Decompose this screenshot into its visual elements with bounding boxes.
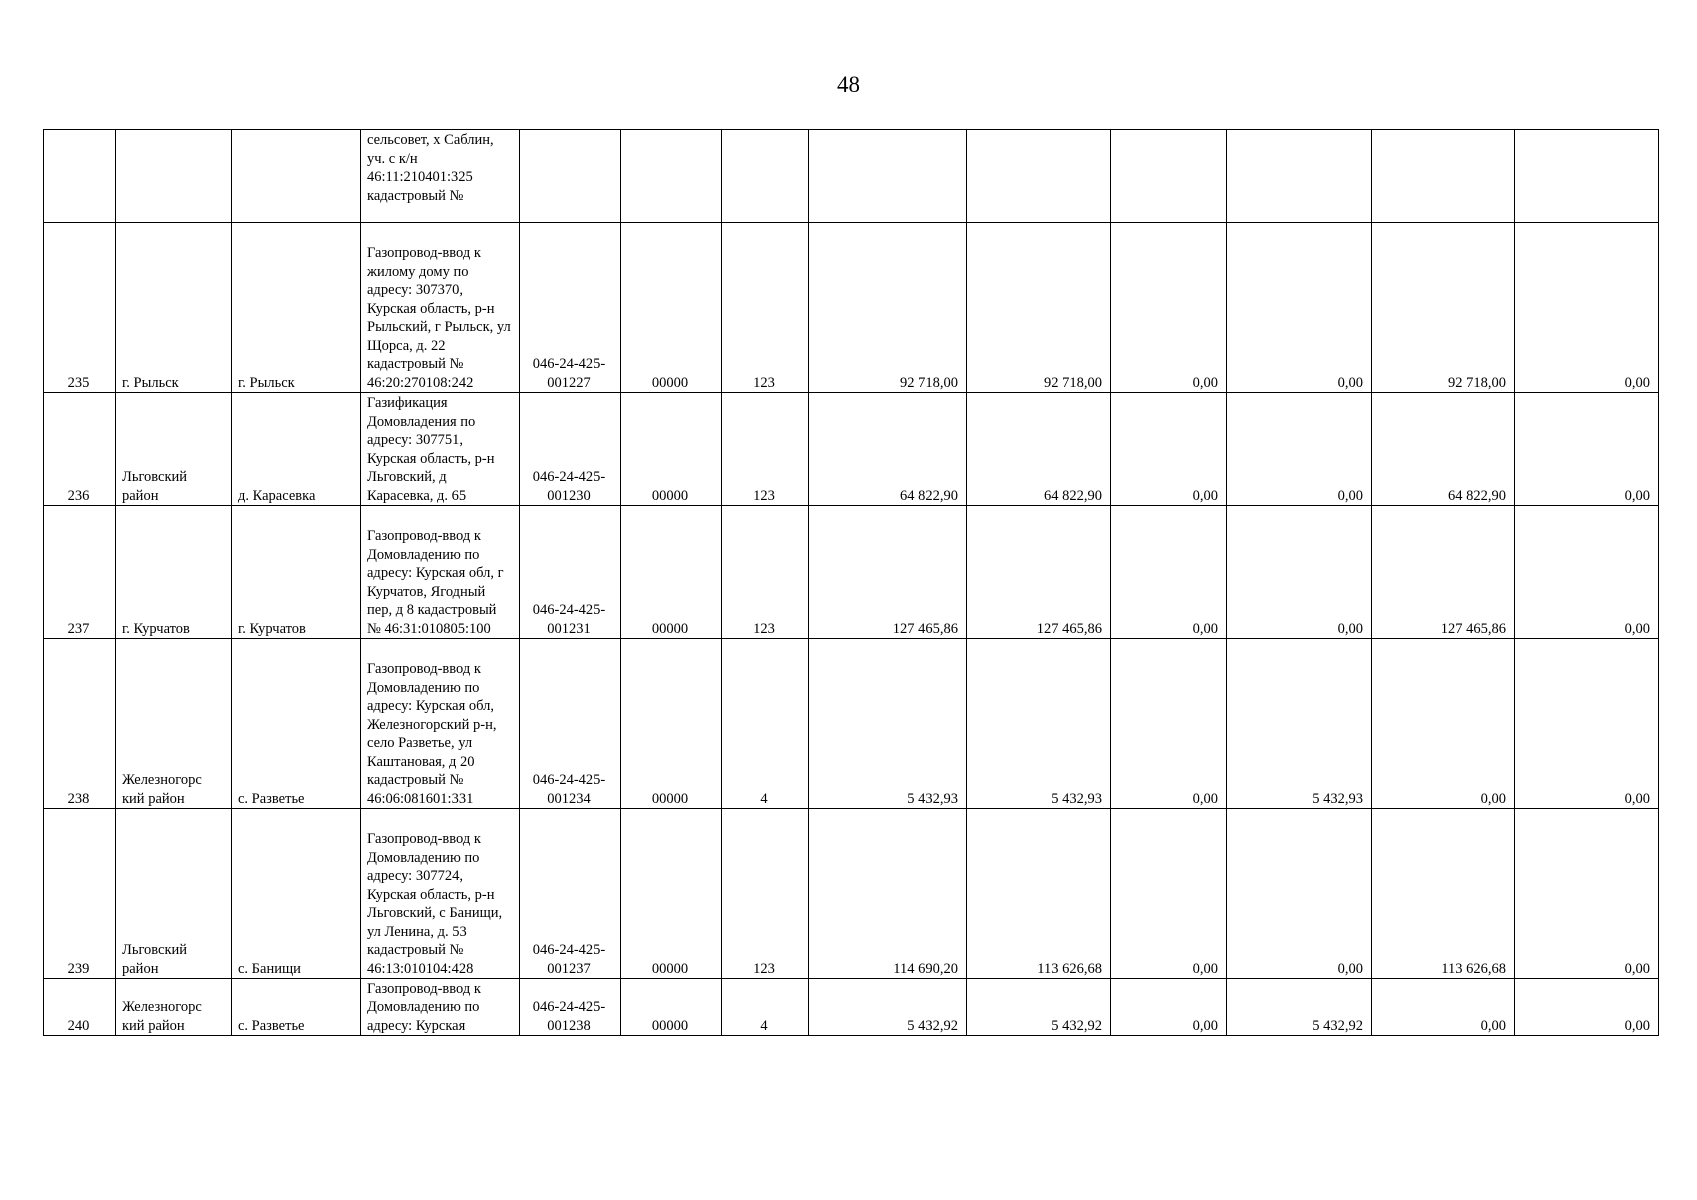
amount-col-4-cell: 0,00 [1227,393,1372,506]
row-number: 236 [44,393,116,506]
amount-col-6-cell: 0,00 [1515,809,1659,979]
amount-col-3-cell [1111,130,1227,223]
kbk-code-cell: 00000 [621,639,722,809]
amount-col-6-cell: 0,00 [1515,979,1659,1036]
table-row [44,223,1659,393]
amount-col-4-cell: 5 432,93 [1227,639,1372,809]
kbk-code-cell [621,130,722,223]
table-body [44,130,1659,1036]
page-number: 48 [837,72,860,97]
district-cell [116,130,232,223]
object-description-cell: Газопровод-ввод к жилому дому по адресу: 307370, Курская область, р-н Рыльский, г Рыльск, ул Щорса, д. 22 кадастровый № 46:20:270108:242 [361,223,520,393]
balance-value-cell: 113 626,68 [967,809,1111,979]
object-description-cell: сельсовет, х Саблин, уч. с к/н 46:11:210401:325 кадастровый № [361,130,520,223]
kind-code-cell: 123 [722,223,809,393]
district-cell: Льговский район [116,393,232,506]
register-code-cell: 046-24-425-001231 [520,506,621,639]
kind-code-cell: 4 [722,979,809,1036]
kind-code-cell: 123 [722,809,809,979]
object-description-cell: Газификация Домовладения по адресу: 307751, Курская область, р-н Льговский, д Карасевка, д. 65 [361,393,520,506]
object-description-cell: Газопровод-ввод к Домовладению по адресу: Курская [361,979,520,1036]
amount-col-4-cell [1227,130,1372,223]
row-number: 237 [44,506,116,639]
row-number: 240 [44,979,116,1036]
kind-code-cell: 4 [722,639,809,809]
register-code-cell: 046-24-425-001237 [520,809,621,979]
balance-value-cell [967,130,1111,223]
initial-value-cell: 64 822,90 [809,393,967,506]
row-number [44,130,116,223]
amount-col-5-cell: 113 626,68 [1372,809,1515,979]
register-table [43,129,1659,1036]
kind-code-cell [722,130,809,223]
kbk-code-cell: 00000 [621,393,722,506]
locality-cell: с. Банищи [232,809,361,979]
object-description-cell: Газопровод-ввод к Домовладению по адресу: Курская обл, г Курчатов, Ягодный пер, д 8 кадастровый № 46:31:010805:100 [361,506,520,639]
locality-cell: с. Разветье [232,639,361,809]
locality-cell: г. Рыльск [232,223,361,393]
amount-col-4-cell: 0,00 [1227,506,1372,639]
kind-code-cell: 123 [722,506,809,639]
district-cell: г. Курчатов [116,506,232,639]
register-code-cell: 046-24-425-001234 [520,639,621,809]
district-cell: Железногорс кий район [116,639,232,809]
table-row [44,639,1659,809]
object-description-cell: Газопровод-ввод к Домовладению по адресу: Курская обл, Железногорский р-н, село Разветье, ул Каштановая, д 20 кадастровый № 46:06:081601:331 [361,639,520,809]
amount-col-3-cell: 0,00 [1111,393,1227,506]
register-code-cell: 046-24-425-001238 [520,979,621,1036]
balance-value-cell: 127 465,86 [967,506,1111,639]
balance-value-cell: 92 718,00 [967,223,1111,393]
amount-col-3-cell: 0,00 [1111,979,1227,1036]
amount-col-3-cell: 0,00 [1111,639,1227,809]
table-row [44,809,1659,979]
register-code-cell: 046-24-425-001227 [520,223,621,393]
table-row [44,506,1659,639]
district-cell: г. Рыльск [116,223,232,393]
amount-col-5-cell: 92 718,00 [1372,223,1515,393]
row-number: 238 [44,639,116,809]
amount-col-6-cell: 0,00 [1515,393,1659,506]
table-row [44,130,1659,223]
initial-value-cell [809,130,967,223]
amount-col-6-cell: 0,00 [1515,506,1659,639]
locality-cell: г. Курчатов [232,506,361,639]
locality-cell: с. Разветье [232,979,361,1036]
amount-col-6-cell: 0,00 [1515,639,1659,809]
initial-value-cell: 114 690,20 [809,809,967,979]
amount-col-5-cell: 0,00 [1372,979,1515,1036]
amount-col-5-cell: 0,00 [1372,639,1515,809]
kind-code-cell: 123 [722,393,809,506]
district-cell: Льговский район [116,809,232,979]
amount-col-4-cell: 0,00 [1227,809,1372,979]
kbk-code-cell: 00000 [621,809,722,979]
amount-col-4-cell: 0,00 [1227,223,1372,393]
locality-cell [232,130,361,223]
kbk-code-cell: 00000 [621,979,722,1036]
balance-value-cell: 5 432,93 [967,639,1111,809]
locality-cell: д. Карасевка [232,393,361,506]
table-row [44,393,1659,506]
initial-value-cell: 5 432,93 [809,639,967,809]
table-row [44,979,1659,1036]
amount-col-5-cell: 64 822,90 [1372,393,1515,506]
kbk-code-cell: 00000 [621,506,722,639]
object-description-cell: Газопровод-ввод к Домовладению по адресу: 307724, Курская область, р-н Льговский, с Банищи, ул Ленина, д. 53 кадастровый № 46:13:010104:428 [361,809,520,979]
amount-col-6-cell [1515,130,1659,223]
initial-value-cell: 92 718,00 [809,223,967,393]
district-cell: Железногорс кий район [116,979,232,1036]
amount-col-3-cell: 0,00 [1111,506,1227,639]
register-code-cell [520,130,621,223]
row-number: 239 [44,809,116,979]
amount-col-3-cell: 0,00 [1111,223,1227,393]
balance-value-cell: 64 822,90 [967,393,1111,506]
amount-col-4-cell: 5 432,92 [1227,979,1372,1036]
row-number: 235 [44,223,116,393]
amount-col-6-cell: 0,00 [1515,223,1659,393]
amount-col-5-cell: 127 465,86 [1372,506,1515,639]
initial-value-cell: 5 432,92 [809,979,967,1036]
amount-col-5-cell [1372,130,1515,223]
amount-col-3-cell: 0,00 [1111,809,1227,979]
register-code-cell: 046-24-425-001230 [520,393,621,506]
kbk-code-cell: 00000 [621,223,722,393]
initial-value-cell: 127 465,86 [809,506,967,639]
balance-value-cell: 5 432,92 [967,979,1111,1036]
